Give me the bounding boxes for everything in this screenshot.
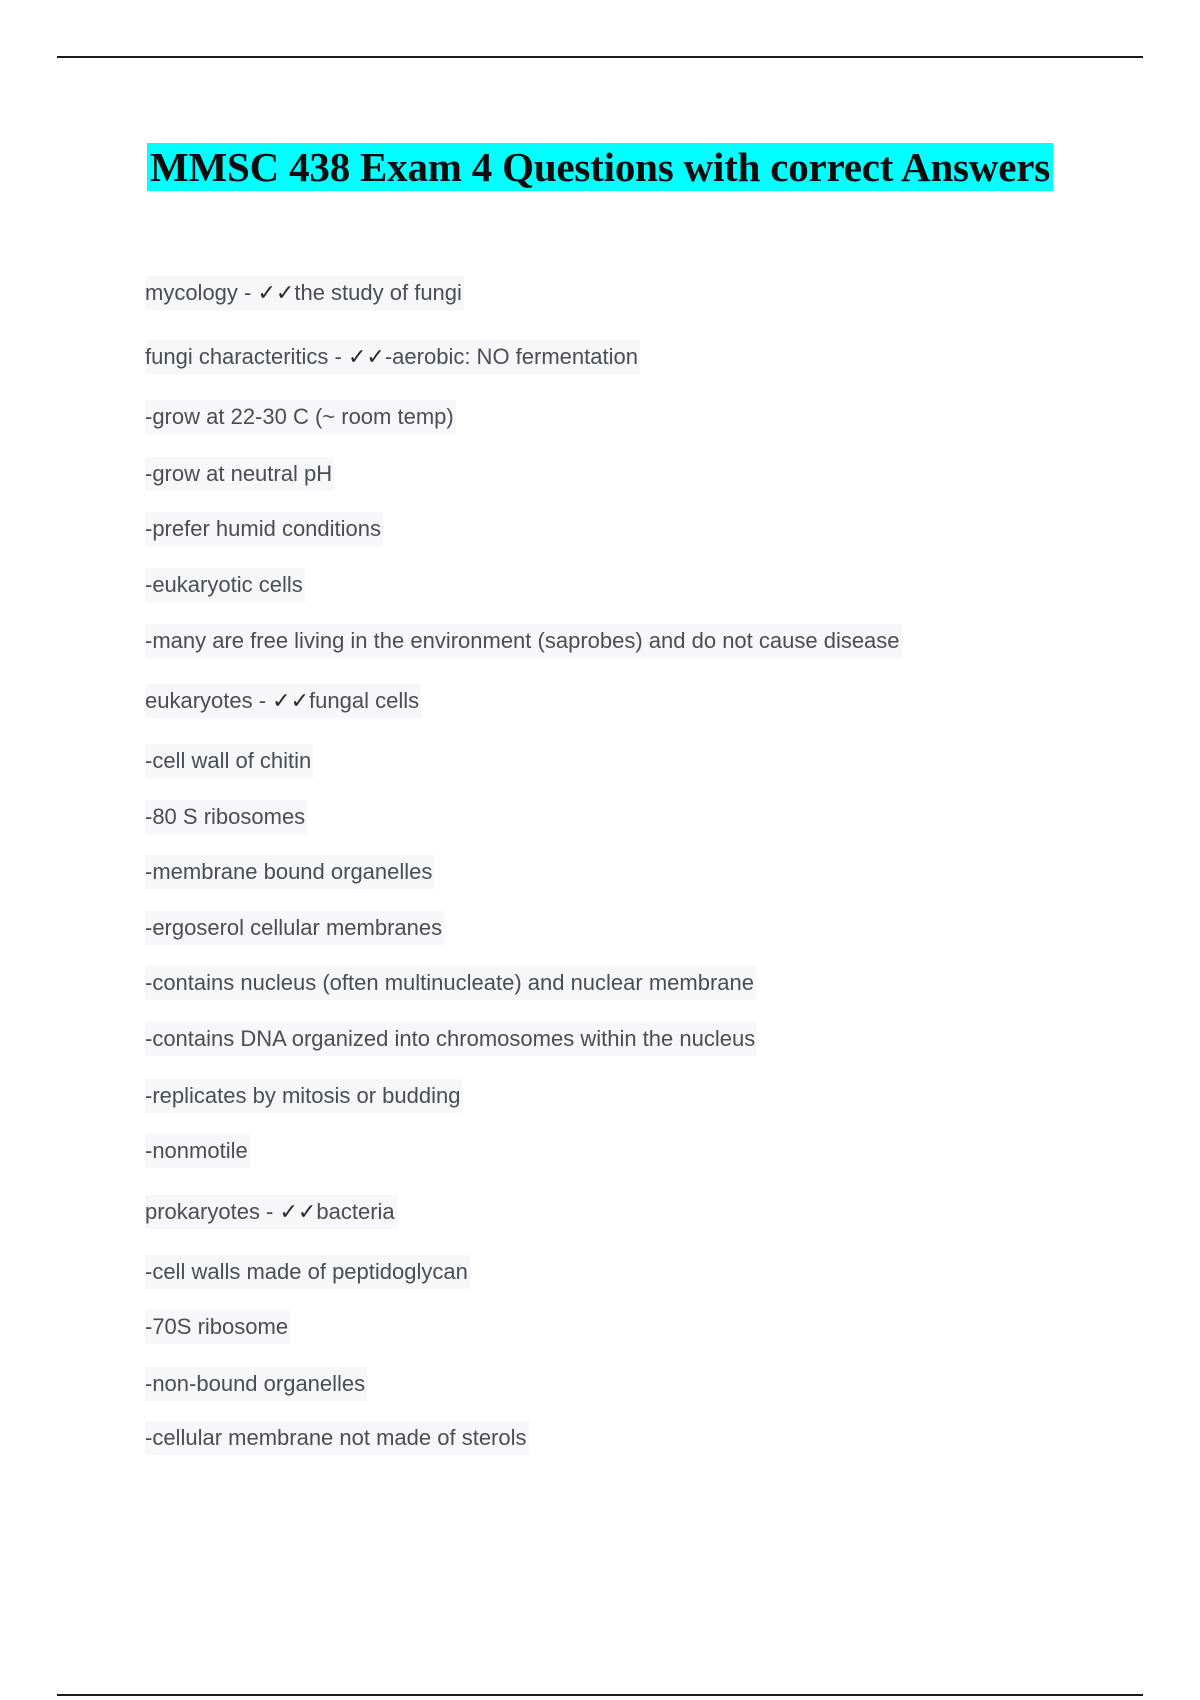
qa-line bbox=[145, 1079, 462, 1113]
qa-term: -nonmotile bbox=[145, 1138, 248, 1163]
qa-term: -eukaryotic cells bbox=[145, 572, 303, 597]
qa-line bbox=[145, 340, 640, 374]
qa-term: -ergoserol cellular membranes bbox=[145, 915, 443, 940]
qa-term: -many are free living in the environment (saprobes) and do not cause disease bbox=[145, 628, 900, 653]
document-title: MMSC 438 Exam 4 Questions with correct Answers bbox=[147, 143, 1053, 191]
qa-line bbox=[145, 1421, 529, 1455]
qa-term: -cell wall of chitin bbox=[145, 748, 312, 773]
qa-term: -non-bound organelles bbox=[145, 1371, 366, 1396]
qa-answer: fungal cells bbox=[309, 688, 420, 713]
check-mark-icon: ✓✓ bbox=[272, 688, 310, 713]
qa-line bbox=[145, 1367, 367, 1401]
qa-term: -cell walls made of peptidoglycan bbox=[145, 1259, 468, 1284]
qa-line bbox=[145, 684, 421, 718]
check-mark-icon: ✓✓ bbox=[279, 1199, 317, 1224]
qa-line bbox=[145, 1310, 290, 1344]
check-mark-icon: ✓✓ bbox=[347, 344, 385, 369]
qa-line bbox=[145, 1255, 470, 1289]
header-rule bbox=[57, 56, 1143, 58]
check-mark-icon: ✓✓ bbox=[257, 280, 295, 305]
qa-answer: bacteria bbox=[316, 1199, 395, 1224]
qa-term: -cellular membrane not made of sterols bbox=[145, 1425, 527, 1450]
qa-line bbox=[145, 800, 307, 834]
qa-line bbox=[145, 624, 902, 658]
qa-line bbox=[145, 1022, 757, 1056]
qa-line bbox=[145, 512, 383, 546]
qa-line bbox=[145, 911, 444, 945]
qa-term: -membrane bound organelles bbox=[145, 859, 433, 884]
qa-answer: -aerobic: NO fermentation bbox=[384, 344, 638, 369]
qa-line bbox=[145, 568, 305, 602]
qa-term: -contains DNA organized into chromosomes within the nucleus bbox=[145, 1026, 756, 1051]
qa-line bbox=[145, 400, 456, 434]
qa-line bbox=[145, 855, 434, 889]
qa-line bbox=[145, 457, 334, 491]
qa-term: -70S ribosome bbox=[145, 1314, 289, 1339]
qa-term: -replicates by mitosis or budding bbox=[145, 1083, 461, 1108]
qa-line bbox=[145, 966, 756, 1000]
qa-line bbox=[145, 744, 313, 778]
qa-term: -grow at neutral pH bbox=[145, 461, 333, 486]
qa-line bbox=[145, 276, 464, 310]
footer-rule bbox=[57, 1694, 1143, 1696]
qa-term: -80 S ribosomes bbox=[145, 804, 306, 829]
qa-line bbox=[145, 1134, 250, 1168]
qa-term: eukaryotes - bbox=[145, 688, 273, 713]
qa-term: -grow at 22-30 C (~ room temp) bbox=[145, 404, 454, 429]
qa-line bbox=[145, 1195, 397, 1229]
qa-term: -prefer humid conditions bbox=[145, 516, 382, 541]
qa-term: fungi characteritics - bbox=[145, 344, 348, 369]
qa-answer: the study of fungi bbox=[294, 280, 462, 305]
qa-term: -contains nucleus (often multinucleate) and nuclear membrane bbox=[145, 970, 754, 995]
title-container bbox=[0, 143, 1200, 191]
qa-term: mycology - bbox=[145, 280, 258, 305]
qa-term: prokaryotes - bbox=[145, 1199, 280, 1224]
